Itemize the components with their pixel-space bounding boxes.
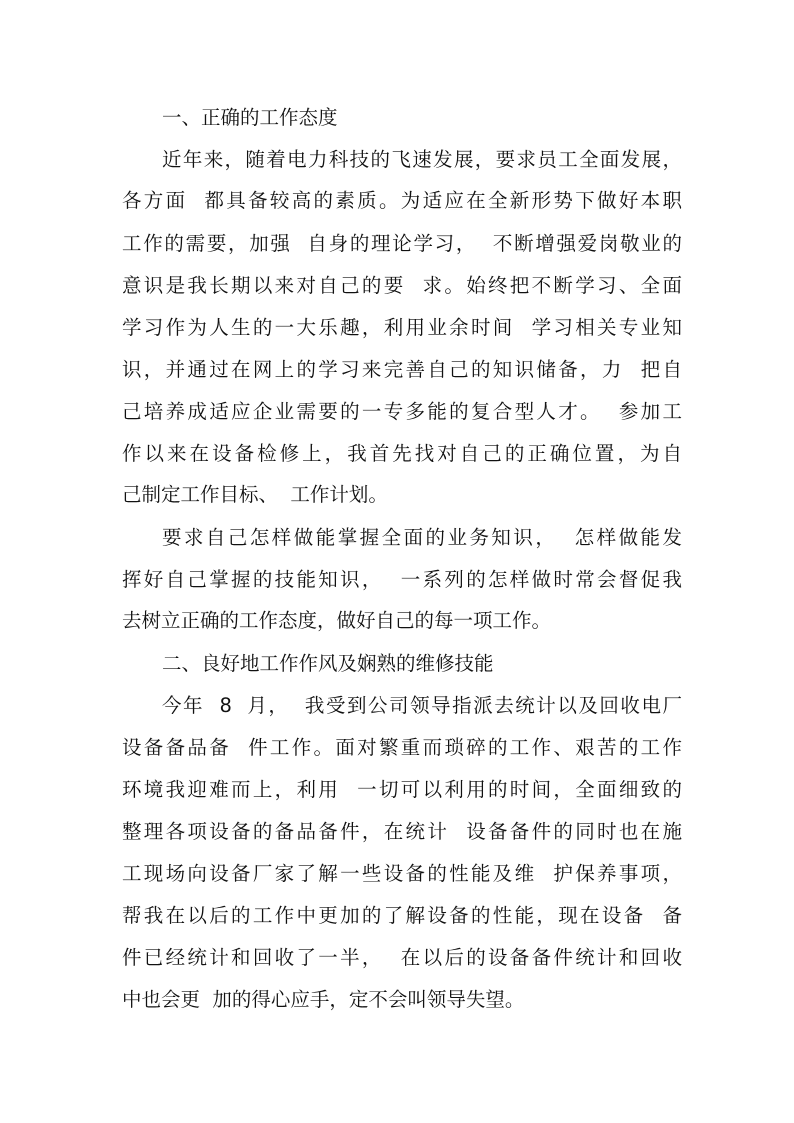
paragraph-line: 工作的需要，加强 自身的理论学习， 不断增强爱岗敬业的	[122, 232, 682, 255]
paragraph-line: 己培养成适应企业需要的一专多能的复合型人才。 参加工	[122, 400, 682, 423]
paragraph-line: 工现场向设备厂家了解一些设备的性能及维 护保养事项，	[122, 862, 682, 885]
paragraph-line: 识，并通过在网上的学习来完善自己的知识储备，力 把自	[122, 358, 682, 381]
paragraph-line: 设备备品备 件工作。面对繁重而琐碎的工作、艰苦的工作	[122, 736, 682, 759]
paragraph-line: 己制定工作目标、 工作计划。	[122, 483, 388, 506]
paragraph-line: 近年来，随着电力科技的飞速发展，要求员工全面发展，	[162, 148, 682, 171]
paragraph-line: 件已经统计和回收了一半， 在以后的设备备件统计和回收	[122, 946, 682, 969]
paragraph-line: 今年 8 月， 我受到公司领导指派去统计以及回收电厂	[162, 694, 682, 717]
paragraph-line: 帮我在以后的工作中更加的了解设备的性能，现在设备 备	[122, 904, 682, 927]
paragraph-line: 要求自己怎样做能掌握全面的业务知识， 怎样做能发	[162, 526, 682, 549]
paragraph-line: 中也会更 加的得心应手，定不会叫领导失望。	[122, 988, 525, 1011]
paragraph-line: 去树立正确的工作态度，做好自己的每一项工作。	[122, 609, 552, 632]
section-heading-2: 二、良好地工作作风及娴熟的维修技能	[162, 652, 494, 675]
paragraph-line: 环境我迎难而上，利用 一切可以利用的时间，全面细致的	[122, 778, 682, 801]
paragraph-line: 作以来在设备检修上，我首先找对自己的正确位置，为自	[122, 442, 682, 465]
paragraph-line: 整理各项设备的备品备件，在统计 设备备件的同时也在施	[122, 820, 682, 843]
paragraph-line: 各方面 都具备较高的素质。为适应在全新形势下做好本职	[122, 189, 682, 212]
paragraph-line: 挥好自己掌握的技能知识， 一系列的怎样做时常会督促我	[122, 568, 682, 591]
section-heading-1: 一、正确的工作态度	[162, 106, 338, 129]
paragraph-line: 意识是我长期以来对自己的要 求。始终把不断学习、全面	[122, 274, 682, 297]
paragraph-line: 学习作为人生的一大乐趣，利用业余时间 学习相关专业知	[122, 316, 682, 339]
